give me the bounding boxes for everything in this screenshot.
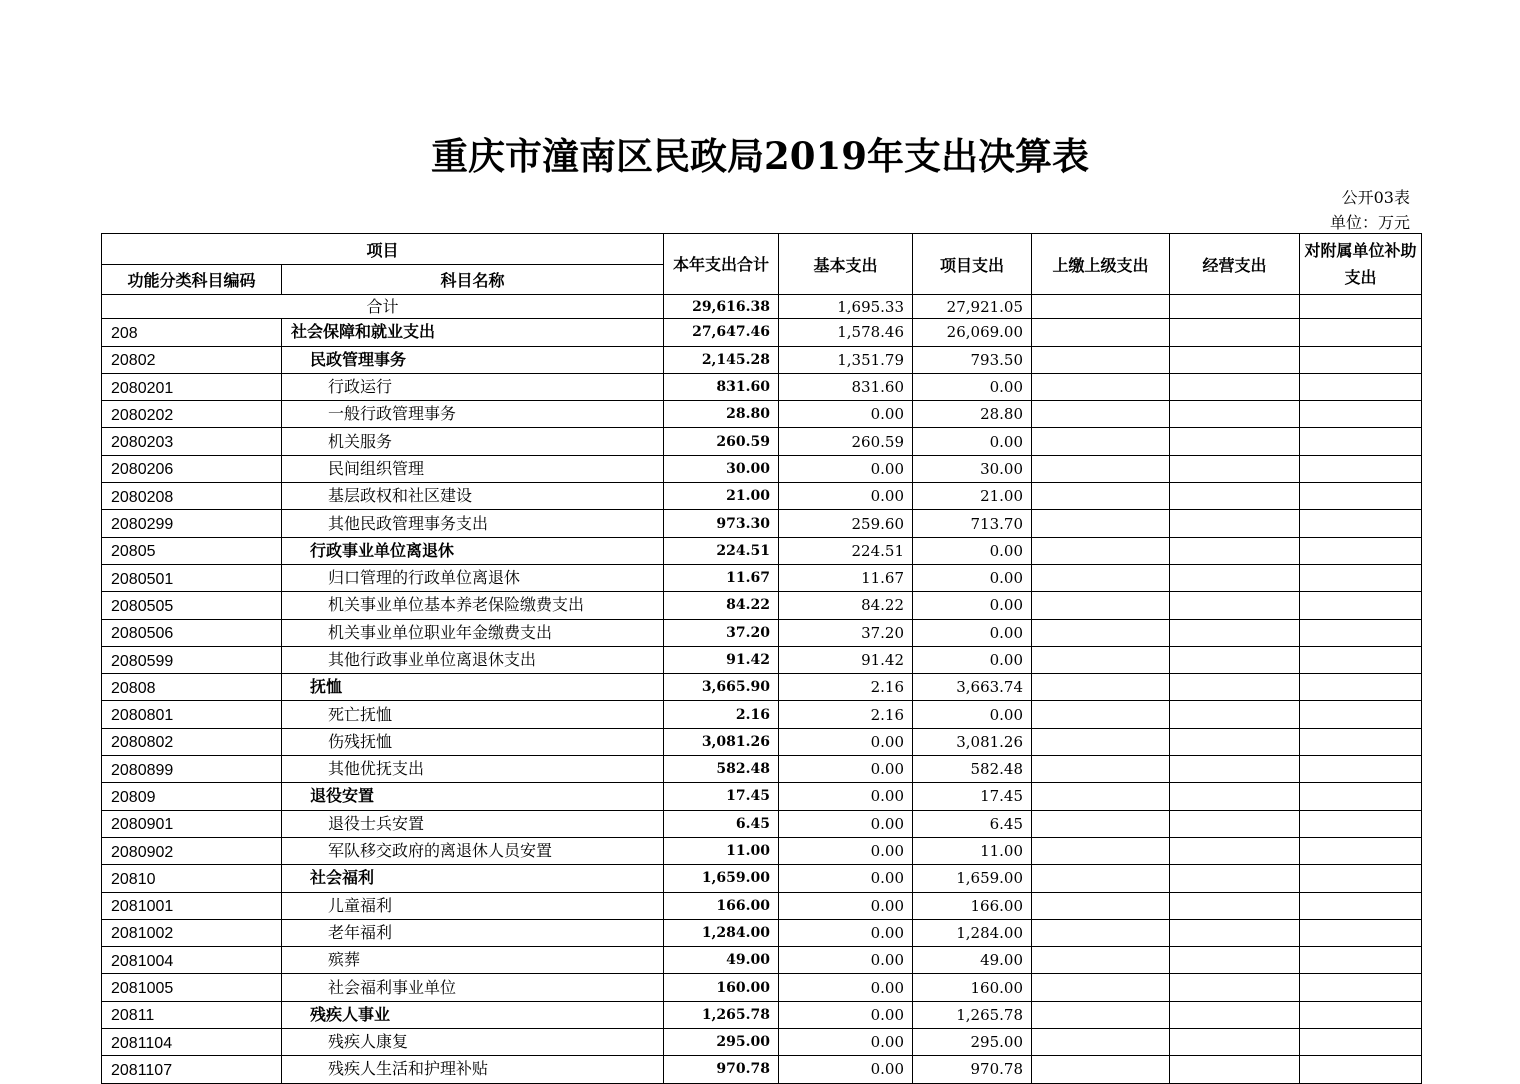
name-cell: 基层政权和社区建设 [282,483,664,510]
project-cell: 0.00 [913,619,1032,646]
business-cell [1170,674,1300,701]
business-cell [1170,537,1300,564]
upper-cell [1032,564,1170,591]
upper-cell [1032,865,1170,892]
subsidy-cell [1300,728,1422,755]
name-cell: 其他优抚支出 [282,756,664,783]
name-cell: 社会保障和就业支出 [282,319,664,346]
name-cell: 残疾人事业 [282,1001,664,1028]
business-cell [1170,455,1300,482]
table-row [102,1056,1422,1083]
business-cell [1170,701,1300,728]
total-cell: 6.45 [664,810,779,837]
project-cell: 1,659.00 [913,865,1032,892]
project-cell: 17.45 [913,783,1032,810]
table-row [102,892,1422,919]
upper-cell [1032,756,1170,783]
header-upper: 上缴上级支出 [1032,234,1170,295]
project-cell: 28.80 [913,401,1032,428]
basic-cell: 0.00 [779,756,913,783]
upper-cell [1032,1056,1170,1083]
table-row [102,619,1422,646]
name-cell: 老年福利 [282,919,664,946]
table-row [102,428,1422,455]
code-cell: 2081104 [102,1029,282,1056]
subsidy-cell [1300,619,1422,646]
upper-cell [1032,646,1170,673]
project-cell: 295.00 [913,1029,1032,1056]
code-cell: 20805 [102,537,282,564]
upper-cell [1032,373,1170,400]
total-cell: 582.48 [664,756,779,783]
summary-total: 29,616.38 [664,295,779,319]
header-name: 科目名称 [282,265,664,295]
basic-cell: 0.00 [779,455,913,482]
code-cell: 2081107 [102,1056,282,1083]
table-row [102,783,1422,810]
summary-basic: 1,695.33 [779,295,913,319]
basic-cell: 37.20 [779,619,913,646]
table-row [102,674,1422,701]
total-cell: 37.20 [664,619,779,646]
name-cell: 其他行政事业单位离退休支出 [282,646,664,673]
business-cell [1170,728,1300,755]
summary-row [102,295,1422,319]
upper-cell [1032,510,1170,537]
project-cell: 6.45 [913,810,1032,837]
subsidy-cell [1300,892,1422,919]
subsidy-cell [1300,701,1422,728]
table-row [102,810,1422,837]
subsidy-cell [1300,947,1422,974]
total-cell: 1,265.78 [664,1001,779,1028]
upper-cell [1032,728,1170,755]
basic-cell: 224.51 [779,537,913,564]
business-cell [1170,592,1300,619]
upper-cell [1032,701,1170,728]
project-cell: 3,081.26 [913,728,1032,755]
subsidy-cell [1300,319,1422,346]
table-row [102,373,1422,400]
name-cell: 社会福利 [282,865,664,892]
total-cell: 84.22 [664,592,779,619]
upper-cell [1032,592,1170,619]
subsidy-cell [1300,373,1422,400]
basic-cell: 1,578.46 [779,319,913,346]
table-row [102,455,1422,482]
upper-cell [1032,537,1170,564]
basic-cell: 84.22 [779,592,913,619]
subsidy-cell [1300,346,1422,373]
name-cell: 行政运行 [282,373,664,400]
project-cell: 713.70 [913,510,1032,537]
project-cell: 582.48 [913,756,1032,783]
project-cell: 21.00 [913,483,1032,510]
table-row [102,1001,1422,1028]
name-cell: 退役安置 [282,783,664,810]
basic-cell: 0.00 [779,728,913,755]
business-cell [1170,1029,1300,1056]
total-cell: 28.80 [664,401,779,428]
name-cell: 机关事业单位基本养老保险缴费支出 [282,592,664,619]
project-cell: 166.00 [913,892,1032,919]
total-cell: 160.00 [664,974,779,1001]
table-row [102,865,1422,892]
basic-cell: 0.00 [779,401,913,428]
table-row [102,756,1422,783]
table-row [102,346,1422,373]
name-cell: 殡葬 [282,947,664,974]
table-row [102,401,1422,428]
project-cell: 0.00 [913,537,1032,564]
total-cell: 27,647.46 [664,319,779,346]
header-basic: 基本支出 [779,234,913,295]
total-cell: 30.00 [664,455,779,482]
code-cell: 2080599 [102,646,282,673]
name-cell: 社会福利事业单位 [282,974,664,1001]
upper-cell [1032,974,1170,1001]
total-cell: 2.16 [664,701,779,728]
upper-cell [1032,674,1170,701]
total-cell: 260.59 [664,428,779,455]
name-cell: 残疾人生活和护理补贴 [282,1056,664,1083]
upper-cell [1032,401,1170,428]
basic-cell: 0.00 [779,1029,913,1056]
code-cell: 2081001 [102,892,282,919]
project-cell: 0.00 [913,646,1032,673]
basic-cell: 0.00 [779,810,913,837]
subsidy-cell [1300,428,1422,455]
project-cell: 26,069.00 [913,319,1032,346]
total-cell: 970.78 [664,1056,779,1083]
header-business: 经营支出 [1170,234,1300,295]
basic-cell: 260.59 [779,428,913,455]
business-cell [1170,319,1300,346]
business-cell [1170,564,1300,591]
basic-cell: 11.67 [779,564,913,591]
code-cell: 2080208 [102,483,282,510]
unit-label: 单位：万元 [1329,213,1410,232]
business-cell [1170,1056,1300,1083]
name-cell: 民政管理事务 [282,346,664,373]
code-cell: 20811 [102,1001,282,1028]
name-cell: 残疾人康复 [282,1029,664,1056]
summary-label: 合计 [102,295,664,319]
project-cell: 49.00 [913,947,1032,974]
table-row [102,564,1422,591]
form-number: 公开03表 [1341,188,1410,207]
total-cell: 21.00 [664,483,779,510]
subsidy-cell [1300,537,1422,564]
code-cell: 2080505 [102,592,282,619]
total-cell: 49.00 [664,947,779,974]
basic-cell: 831.60 [779,373,913,400]
code-cell: 2080201 [102,373,282,400]
subsidy-cell [1300,1029,1422,1056]
table-row [102,701,1422,728]
table-row [102,947,1422,974]
code-cell: 20808 [102,674,282,701]
code-cell: 2080202 [102,401,282,428]
subsidy-cell [1300,592,1422,619]
business-cell [1170,810,1300,837]
header-subsidy [1300,234,1422,295]
code-cell: 2080801 [102,701,282,728]
basic-cell: 0.00 [779,783,913,810]
project-cell: 0.00 [913,592,1032,619]
business-cell [1170,428,1300,455]
subsidy-cell [1300,865,1422,892]
total-cell: 3,665.90 [664,674,779,701]
total-cell: 295.00 [664,1029,779,1056]
name-cell: 归口管理的行政单位离退休 [282,564,664,591]
business-cell [1170,892,1300,919]
project-cell: 0.00 [913,701,1032,728]
code-cell: 2081005 [102,974,282,1001]
total-cell: 1,284.00 [664,919,779,946]
business-cell [1170,373,1300,400]
code-cell: 2081004 [102,947,282,974]
project-cell: 11.00 [913,837,1032,864]
table-row [102,1029,1422,1056]
basic-cell: 1,351.79 [779,346,913,373]
subsidy-cell [1300,756,1422,783]
code-cell: 2080299 [102,510,282,537]
name-cell: 儿童福利 [282,892,664,919]
basic-cell: 0.00 [779,947,913,974]
project-cell: 0.00 [913,428,1032,455]
subsidy-cell [1300,810,1422,837]
total-cell: 11.00 [664,837,779,864]
project-cell: 3,663.74 [913,674,1032,701]
table-row [102,592,1422,619]
upper-cell [1032,919,1170,946]
table-row [102,974,1422,1001]
total-cell: 3,081.26 [664,728,779,755]
project-cell: 1,265.78 [913,1001,1032,1028]
summary-business [1170,295,1300,319]
code-cell: 2080506 [102,619,282,646]
upper-cell [1032,346,1170,373]
name-cell: 军队移交政府的离退休人员安置 [282,837,664,864]
name-cell: 民间组织管理 [282,455,664,482]
header-total-text: 本年支出合计 [673,254,770,274]
project-cell: 0.00 [913,564,1032,591]
upper-cell [1032,783,1170,810]
name-cell: 其他民政管理事务支出 [282,510,664,537]
business-cell [1170,783,1300,810]
subsidy-cell [1300,1001,1422,1028]
project-cell: 30.00 [913,455,1032,482]
total-cell: 17.45 [664,783,779,810]
total-cell: 973.30 [664,510,779,537]
basic-cell: 2.16 [779,701,913,728]
upper-cell [1032,319,1170,346]
basic-cell: 0.00 [779,837,913,864]
header-total [664,234,779,295]
basic-cell: 0.00 [779,974,913,1001]
upper-cell [1032,1029,1170,1056]
code-cell: 208 [102,319,282,346]
table-row [102,728,1422,755]
basic-cell: 0.00 [779,865,913,892]
page-title: 重庆市潼南区民政局2019年支出决算表 [431,134,1089,178]
subsidy-cell [1300,974,1422,1001]
total-cell: 831.60 [664,373,779,400]
header-code: 功能分类科目编码 [102,265,282,295]
basic-cell: 91.42 [779,646,913,673]
basic-cell: 0.00 [779,1056,913,1083]
expenditure-table [101,233,1422,1084]
business-cell [1170,947,1300,974]
code-cell: 2080899 [102,756,282,783]
table-row [102,919,1422,946]
basic-cell: 0.00 [779,919,913,946]
code-cell: 2080203 [102,428,282,455]
business-cell [1170,1001,1300,1028]
table-row [102,537,1422,564]
subsidy-cell [1300,783,1422,810]
upper-cell [1032,947,1170,974]
total-cell: 2,145.28 [664,346,779,373]
upper-cell [1032,1001,1170,1028]
upper-cell [1032,619,1170,646]
subsidy-cell [1300,564,1422,591]
basic-cell: 0.00 [779,892,913,919]
code-cell: 20809 [102,783,282,810]
business-cell [1170,756,1300,783]
business-cell [1170,919,1300,946]
header-subsidy-text: 对附属单位补助支出 [1304,241,1417,287]
business-cell [1170,837,1300,864]
name-cell: 抚恤 [282,674,664,701]
basic-cell: 0.00 [779,1001,913,1028]
subsidy-cell [1300,455,1422,482]
name-cell: 机关服务 [282,428,664,455]
subsidy-cell [1300,674,1422,701]
project-cell: 793.50 [913,346,1032,373]
name-cell: 行政事业单位离退休 [282,537,664,564]
code-cell: 20802 [102,346,282,373]
business-cell [1170,974,1300,1001]
total-cell: 91.42 [664,646,779,673]
summary-upper [1032,295,1170,319]
code-cell: 2080501 [102,564,282,591]
business-cell [1170,346,1300,373]
basic-cell: 259.60 [779,510,913,537]
code-cell: 2080802 [102,728,282,755]
subsidy-cell [1300,401,1422,428]
header-project: 项目 [102,234,664,265]
summary-subsidy [1300,295,1422,319]
name-cell: 机关事业单位职业年金缴费支出 [282,619,664,646]
total-cell: 166.00 [664,892,779,919]
business-cell [1170,646,1300,673]
table-row [102,646,1422,673]
project-cell: 970.78 [913,1056,1032,1083]
summary-project: 27,921.05 [913,295,1032,319]
basic-cell: 2.16 [779,674,913,701]
code-cell: 2080902 [102,837,282,864]
business-cell [1170,510,1300,537]
code-cell: 2080206 [102,455,282,482]
table-row [102,510,1422,537]
subsidy-cell [1300,837,1422,864]
business-cell [1170,619,1300,646]
name-cell: 退役士兵安置 [282,810,664,837]
subsidy-cell [1300,510,1422,537]
upper-cell [1032,810,1170,837]
name-cell: 伤残抚恤 [282,728,664,755]
subsidy-cell [1300,646,1422,673]
basic-cell: 0.00 [779,483,913,510]
upper-cell [1032,892,1170,919]
total-cell: 1,659.00 [664,865,779,892]
upper-cell [1032,483,1170,510]
subsidy-cell [1300,919,1422,946]
name-cell: 死亡抚恤 [282,701,664,728]
name-cell: 一般行政管理事务 [282,401,664,428]
code-cell: 20810 [102,865,282,892]
header-project-expense: 项目支出 [913,234,1032,295]
code-cell: 2081002 [102,919,282,946]
subsidy-cell [1300,483,1422,510]
subsidy-cell [1300,1056,1422,1083]
upper-cell [1032,837,1170,864]
total-cell: 11.67 [664,564,779,591]
business-cell [1170,483,1300,510]
code-cell: 2080901 [102,810,282,837]
table-row [102,837,1422,864]
business-cell [1170,401,1300,428]
upper-cell [1032,428,1170,455]
project-cell: 1,284.00 [913,919,1032,946]
project-cell: 160.00 [913,974,1032,1001]
total-cell: 224.51 [664,537,779,564]
table-row [102,483,1422,510]
upper-cell [1032,455,1170,482]
project-cell: 0.00 [913,373,1032,400]
business-cell [1170,865,1300,892]
table-row [102,319,1422,346]
